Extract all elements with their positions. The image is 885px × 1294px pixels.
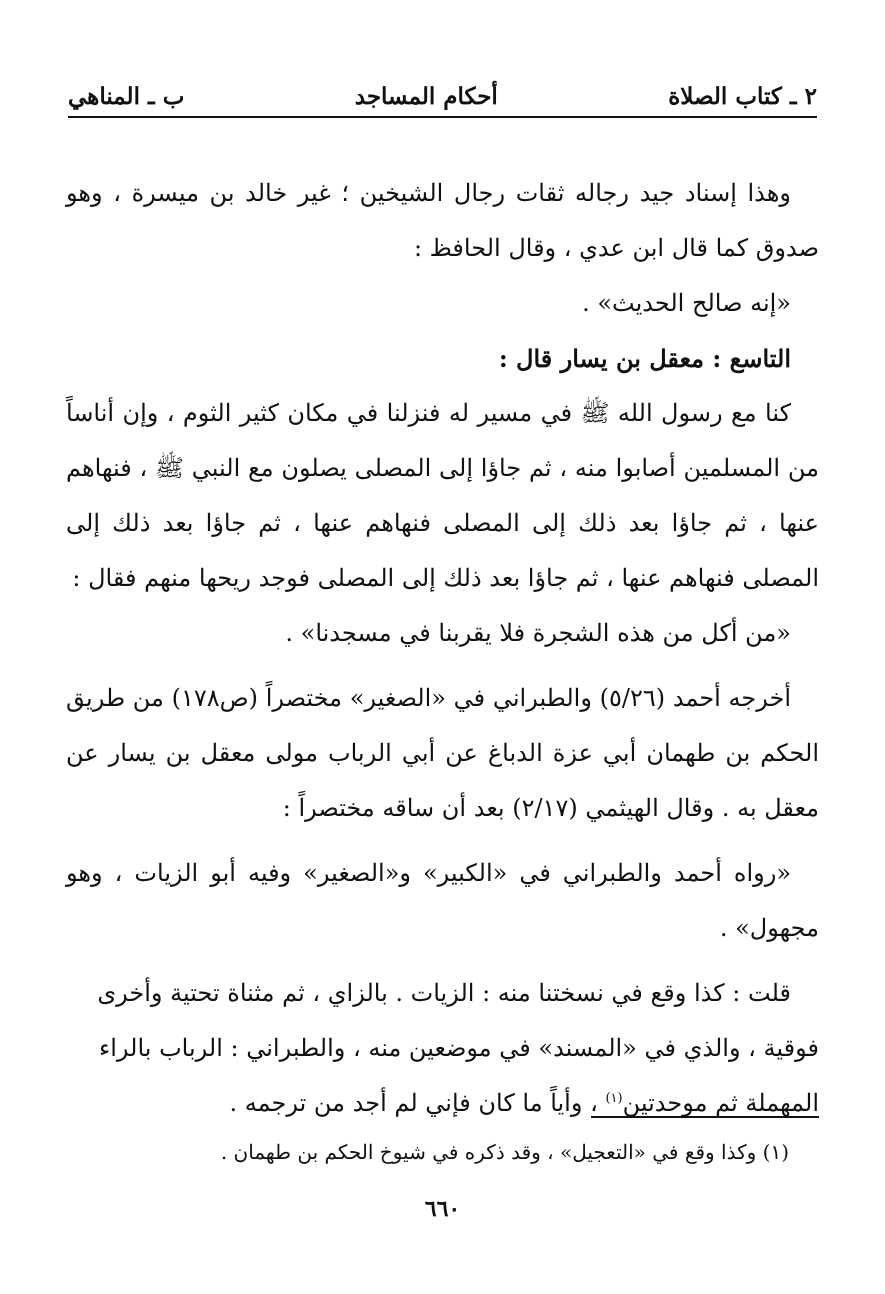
main-text	[66, 166, 819, 1131]
author-note-text: قلت : كذا وقع في نسختنا منه : الزيات . بالزاي ، ثم مثناة تحتية وأخرى فوقية ، والذي في «المسند» في موضعين منه ، والطبراني : الرباب بالراء المهملة ثم موحدتين	[97, 979, 819, 1117]
header-section: أحكام المساجد	[354, 83, 498, 110]
footnote-divider	[591, 1116, 819, 1118]
footnote: (١) وكذا وقع في «التعجيل» ، وقد ذكره في شيوخ الحكم بن طهمان .	[220, 1140, 789, 1164]
paragraph-isnad-grading: وهذا إسناد جيد رجاله ثقات رجال الشيخين ؛ غير خالد بن ميسرة ، وهو صدوق كما قال ابن عدي ، وقال الحافظ :	[66, 179, 819, 262]
paragraph-takhrij: أخرجه أحمد (٥/٢٦) والطبراني في «الصغير» مختصراً (ص١٧٨) من طريق الحكم بن طهمان أبي عزة الدباغ عن أبي الرباب مولى معقل بن يسار عن معقل به . وقال الهيثمي (٢/١٧) بعد أن ساقه مختصراً :	[66, 684, 819, 822]
running-header	[68, 72, 817, 118]
footnote-reference: (١)	[605, 1091, 623, 1106]
section-heading-ninth: التاسع : معقل بن يسار قال :	[498, 344, 791, 373]
paragraph-hadith-text: كنا مع رسول الله ﷺ في مسير له فنزلنا في مكان كثير الثوم ، وإن أناساً من المسلمين أصابوا منه ، ثم جاؤا إلى المصلى يصلون مع النبي ﷺ ، فنهاهم عنها ، ثم جاؤا بعد ذلك إلى المصلى فنهاهم عنها ، ثم جاؤا بعد ذلك إلى المصلى فنهاهم عنها ، ثم جاؤا بعد ذلك إلى المصلى فوجد ريحها منهم فقال :	[66, 399, 819, 592]
header-subsection: ب ـ المناهي	[68, 83, 185, 110]
quote-haythami: «رواه أحمد والطبراني في «الكبير» و«الصغير» وفيه أبو الزيات ، وهو مجهول» .	[66, 859, 819, 942]
quote-hafiz: «إنه صالح الحديث» .	[582, 289, 791, 317]
author-note-tail: ، وأياً ما كان فإني لم أجد من ترجمه .	[229, 1089, 606, 1117]
header-chapter: ٢ ـ كتاب الصلاة	[668, 83, 817, 110]
paragraph-author-note	[66, 966, 819, 1131]
page-number: ٦٦٠	[424, 1196, 461, 1222]
quote-prophet: «من أكل من هذه الشجرة فلا يقربنا في مسجدنا» .	[285, 619, 791, 647]
